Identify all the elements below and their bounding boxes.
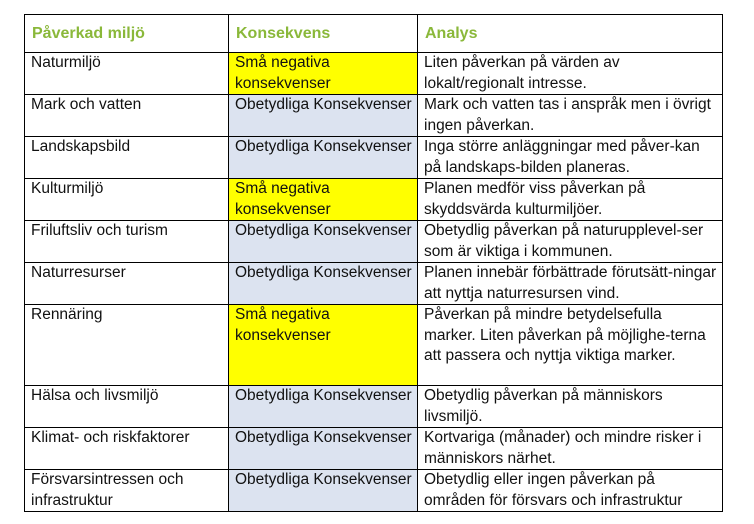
cell-miljo: Mark och vatten: [25, 95, 229, 137]
table-row: [25, 428, 723, 470]
cell-analys: Obetydlig påverkan på naturupplevel-ser som är viktiga i kommunen.: [418, 221, 723, 263]
cell-konsekvens: Obetydliga Konsekvenser: [229, 137, 418, 179]
cell-analys: Påverkan på mindre betydelsefulla marker. Liten påverkan på möjlighe-terna att passera och nyttja viktiga marker.: [418, 305, 723, 386]
cell-miljo: Hälsa och livsmiljö: [25, 386, 229, 428]
cell-konsekvens: Obetydliga Konsekvenser: [229, 263, 418, 305]
cell-konsekvens: Små negativa konsekvenser: [229, 53, 418, 95]
header-paverkad-miljo: Påverkad miljö: [25, 15, 229, 53]
header-analys: Analys: [418, 15, 723, 53]
cell-analys: Inga större anläggningar med påver-kan på landskaps-bilden planeras.: [418, 137, 723, 179]
cell-miljo: Rennäring: [25, 305, 229, 386]
cell-konsekvens: Obetydliga Konsekvenser: [229, 470, 418, 512]
cell-miljo: Naturresurser: [25, 263, 229, 305]
header-konsekvens: Konsekvens: [229, 15, 418, 53]
cell-analys: Obetydlig påverkan på människors livsmiljö.: [418, 386, 723, 428]
cell-konsekvens: Obetydliga Konsekvenser: [229, 428, 418, 470]
cell-analys: Planen innebär förbättrade förutsätt-ningar att nyttja naturresursen vind.: [418, 263, 723, 305]
cell-miljo: Kulturmiljö: [25, 179, 229, 221]
cell-analys: Kortvariga (månader) och mindre risker i människors närhet.: [418, 428, 723, 470]
cell-analys: Mark och vatten tas i anspråk men i övrigt ingen påverkan.: [418, 95, 723, 137]
table-row: [25, 221, 723, 263]
cell-analys: Liten påverkan på värden av lokalt/regionalt intresse.: [418, 53, 723, 95]
cell-miljo: Klimat- och riskfaktorer: [25, 428, 229, 470]
cell-konsekvens: Obetydliga Konsekvenser: [229, 95, 418, 137]
cell-konsekvens: Små negativa konsekvenser: [229, 179, 418, 221]
table-row: [25, 470, 723, 512]
cell-miljo: Naturmiljö: [25, 53, 229, 95]
table-row: [25, 263, 723, 305]
table-header-row: [25, 15, 723, 53]
table-row: [25, 386, 723, 428]
table-row: [25, 95, 723, 137]
cell-miljo: Friluftsliv och turism: [25, 221, 229, 263]
cell-analys: Planen medför viss påverkan på skyddsvärda kulturmiljöer.: [418, 179, 723, 221]
cell-konsekvens: Obetydliga Konsekvenser: [229, 386, 418, 428]
table-row: [25, 179, 723, 221]
cell-miljo: Landskapsbild: [25, 137, 229, 179]
table-row: [25, 305, 723, 386]
table-row: [25, 137, 723, 179]
table-row: [25, 53, 723, 95]
cell-miljo: Försvarsintressen och infrastruktur: [25, 470, 229, 512]
cell-konsekvens: Små negativa konsekvenser: [229, 305, 418, 386]
cell-konsekvens: Obetydliga Konsekvenser: [229, 221, 418, 263]
cell-analys: Obetydlig eller ingen påverkan på områden för försvars och infrastruktur: [418, 470, 723, 512]
consequence-table: [24, 14, 723, 512]
